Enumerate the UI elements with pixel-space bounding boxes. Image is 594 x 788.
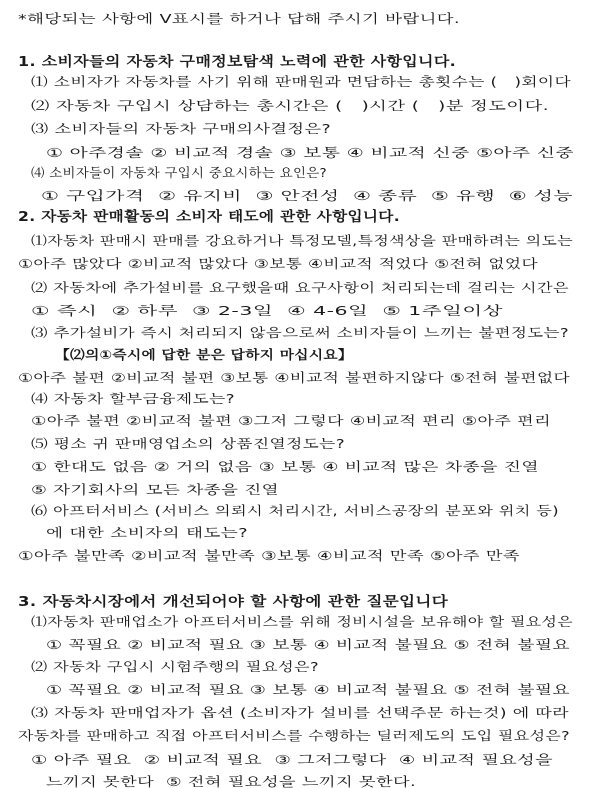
line-s2-q5: ⑸ 평소 귀 판매영업소의 상품진열정도는? [31, 436, 345, 451]
line-s2-q3-note: 【⑵의①즉시에 답한 분은 답하지 마십시요】 [55, 347, 353, 362]
line-s2-q3-options: ①아주 불편 ②비교적 불편 ③보통 ④비교적 불편하지않다 ⑤전혀 불편없다 [18, 370, 570, 385]
line-s3-q1: ⑴자동차 판매업소가 아프터서비스를 위해 정비시설을 보유해야 할 필요성은 [31, 614, 573, 629]
line-s2-q4-options: ①아주 불편 ②비교적 불편 ③그저 그렇다 ④비교적 편리 ⑤아주 편리 [31, 413, 551, 428]
line-s1-q4-options: ① 구입가격 ② 유지비 ③ 안전성 ④ 종류 ⑤ 유행 ⑥ 성능 [41, 188, 573, 203]
line-s2-q2-options: ① 즉시 ② 하루 ③ 2-3일 ④ 4-6일 ⑤ 1주일이상 [31, 303, 503, 318]
line-s2-q1-options: ①아주 많았다 ②비교적 많았다 ③보통 ④비교적 적었다 ⑤전혀 없었다 [18, 256, 538, 271]
line-s2-q2: ⑵ 자동차에 추가설비를 요구했을때 요구사항이 처리되는데 걸리는 시간은 [31, 280, 569, 295]
line-s1-q1: ⑴ 소비자가 자동차를 사기 위해 판매원과 면담하는 총횟수는 ( )회이다 [31, 74, 571, 89]
line-s2-q5-options-a: ① 한대도 없음 ② 거의 없음 ③ 보통 ④ 비교적 많은 차종을 진열 [31, 459, 539, 474]
line-s2-q1: ⑴자동차 판매시 판매를 강요하거나 특정모델,특정색상을 판매하려는 의도는 [31, 233, 573, 248]
line-s1-q3: ⑶ 소비자들의 자동차 구매의사결정은? [31, 121, 331, 136]
line-s2-q6-options: ①아주 불만족 ②비교적 불만족 ③보통 ④비교적 만족 ⑤아주 만족 [18, 548, 520, 563]
line-instruction: *해당되는 사항에 V표시를 하거나 답해 주시기 바랍니다. [18, 11, 460, 26]
line-s2-q3: ⑶ 추가설비가 즉시 처리되지 않음으로써 소비자들이 느끼는 불편정도는? [31, 325, 569, 340]
line-s3-q3-cont: 자동차를 판매하고 직접 아프터서비스를 수행하는 딜러제도의 도입 필요성은? [18, 728, 570, 743]
line-s3-q3: ⑶ 자동차 판매업자가 옵션 (소비자가 설비를 선택주문 하는것) 에 따라 [31, 705, 569, 720]
line-s3-q2: ⑵ 자동차 구입시 시험주행의 필요성은? [31, 659, 319, 674]
line-s3-q2-options: ① 꼭필요 ② 비교적 필요 ③ 보통 ④ 비교적 불필요 ⑤ 전혀 불필요 [46, 682, 570, 697]
line-s2-q5-options-b: ⑤ 자기회사의 모든 차종을 진열 [31, 482, 279, 497]
line-s3-q1-options: ① 꼭필요 ② 비교적 필요 ③ 보통 ④ 비교적 불필요 ⑤ 전혀 불필요 [46, 637, 570, 652]
line-s2-q6-cont: 에 대한 소비자의 태도는? [46, 525, 249, 540]
line-s1-q3-options: ① 아주경솔 ② 비교적 경솔 ③ 보통 ④ 비교적 신중 ⑤아주 신중 [46, 145, 574, 160]
line-s3-q3-options-a: ① 아주 필요 ② 비교적 필요 ③ 그저그렇다 ④ 비교적 필요성을 [31, 752, 553, 767]
line-s1-q2: ⑵ 자동차 구입시 상담하는 총시간은 ( )시간 ( )분 정도이다. [31, 98, 549, 113]
line-s2-q4: ⑷ 자동차 할부금융제도는? [31, 391, 235, 406]
line-s1-title: 1. 소비자들의 자동차 구매정보탐색 노력에 관한 사항입니다. [18, 54, 457, 70]
line-s2-title: 2. 자동차 판매활동의 소비자 태도에 관한 사항입니다. [18, 209, 401, 225]
line-s1-q4: ⑷ 소비자들이 자동차 구입시 중요시하는 요인은? [31, 165, 327, 180]
line-s2-q6: ⑹ 아프터서비스 (서비스 의뢰시 처리시간, 서비스공장의 분포와 위치 등) [31, 503, 559, 518]
line-s3-title: 3. 자동차시장에서 개선되어야 할 사항에 관한 질문입니다 [18, 594, 448, 610]
line-s3-q3-options-b: 느끼지 못한다 ⑤ 전혀 필요성을 느끼지 못한다. [46, 774, 416, 788]
